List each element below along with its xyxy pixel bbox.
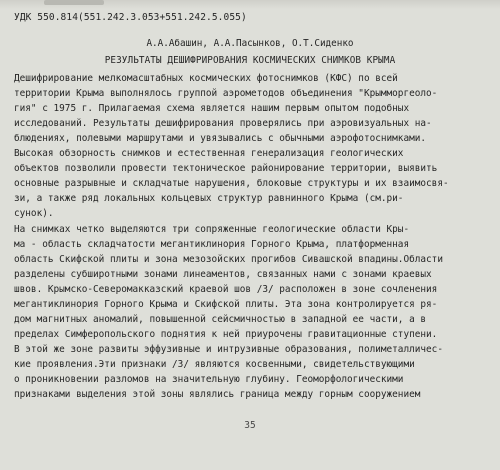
text-line: В этой же зоне развиты эффузивные и интрузивные образования, полиметалличес- (14, 343, 443, 355)
text-line: Высокая обзорность снимков и естественная генерализация геологических (14, 148, 404, 160)
text-line: исследований. Результаты дешифрирования проверялись при аэровизуальных на- (14, 118, 432, 130)
text-line: кие проявления.Эти признаки /3/ являются косвенными, свидетельствующими (14, 358, 415, 370)
article-title: РЕЗУЛЬТАТЫ ДЕШИФРИРОВАНИЯ КОСМИЧЕСКИХ СНИМКОВ КРЫМА (104, 55, 396, 66)
text-line: пределах Симферопольского поднятия к ней приурочены гравитационные ступени. (14, 328, 438, 340)
text-line: мегантиклинория Горного Крыма и Скифской плиты. Эта зона контролируется ря- (14, 298, 438, 310)
text-line: основные разрывные и складчатые нарушения, блоковые структуры и их взаимосвя- (14, 178, 449, 190)
text-line: швов. Крымско-Северомакказский краевой шов /3/ расположен в зоне сочленения (14, 283, 438, 295)
page-number: 35 (244, 420, 256, 431)
text-line: дом магнитных аномалий, повышенной сейсмичностью в западной ее части, а в (14, 313, 427, 325)
authors-line: А.А.Абашин, А.А.Пасынков, О.Т.Сиденко (146, 38, 354, 49)
text-line: признаками выделения этой зоны являлись граница между горным сооружением (14, 389, 421, 401)
text-line: разделены субширотными зонами линеаментов, связанных нами с зонами краевых (14, 268, 432, 280)
scan-top-edge (0, 0, 500, 9)
text-line: сунок). (14, 208, 54, 220)
text-line: гия" с 1975 г. Прилагаемая схема является нашим первым опытом подобных (14, 103, 410, 115)
text-line: Дешифрирование мелкомасштабных космических фотоснимков (КФС) по всей (14, 73, 398, 84)
text-line: область Скифской плиты и зона мезозойских прогибов Сивашской впадины.Области (14, 253, 443, 265)
text-line: зи, а также ряд локальных кольцевых структур равнинного Крыма (см.ри- (14, 193, 404, 205)
udk-classification: УДК 550.814(551.242.3.053+551.242.5.055) (14, 12, 247, 23)
text-line: блюдениях, полевыми маршрутами и увязывались с обычными аэрофотоснимками. (14, 133, 427, 145)
text-line: территории Крыма выполнялось группой аэрометодов объединения "Крымморгеоло- (14, 88, 438, 100)
text-line: На снимках четко выделяются три сопряженные геологические области Кры- (14, 223, 410, 235)
text-line: о проникновении разломов на значительную глубину. Геоморфологическими (14, 374, 404, 385)
text-line: ма - область складчатости мегантиклинория Горного Крыма, платформенная (14, 238, 410, 250)
text-line: объектов позволили провести тектоническое районирование территории, выявить (14, 163, 438, 175)
scan-artifact (44, 0, 104, 5)
